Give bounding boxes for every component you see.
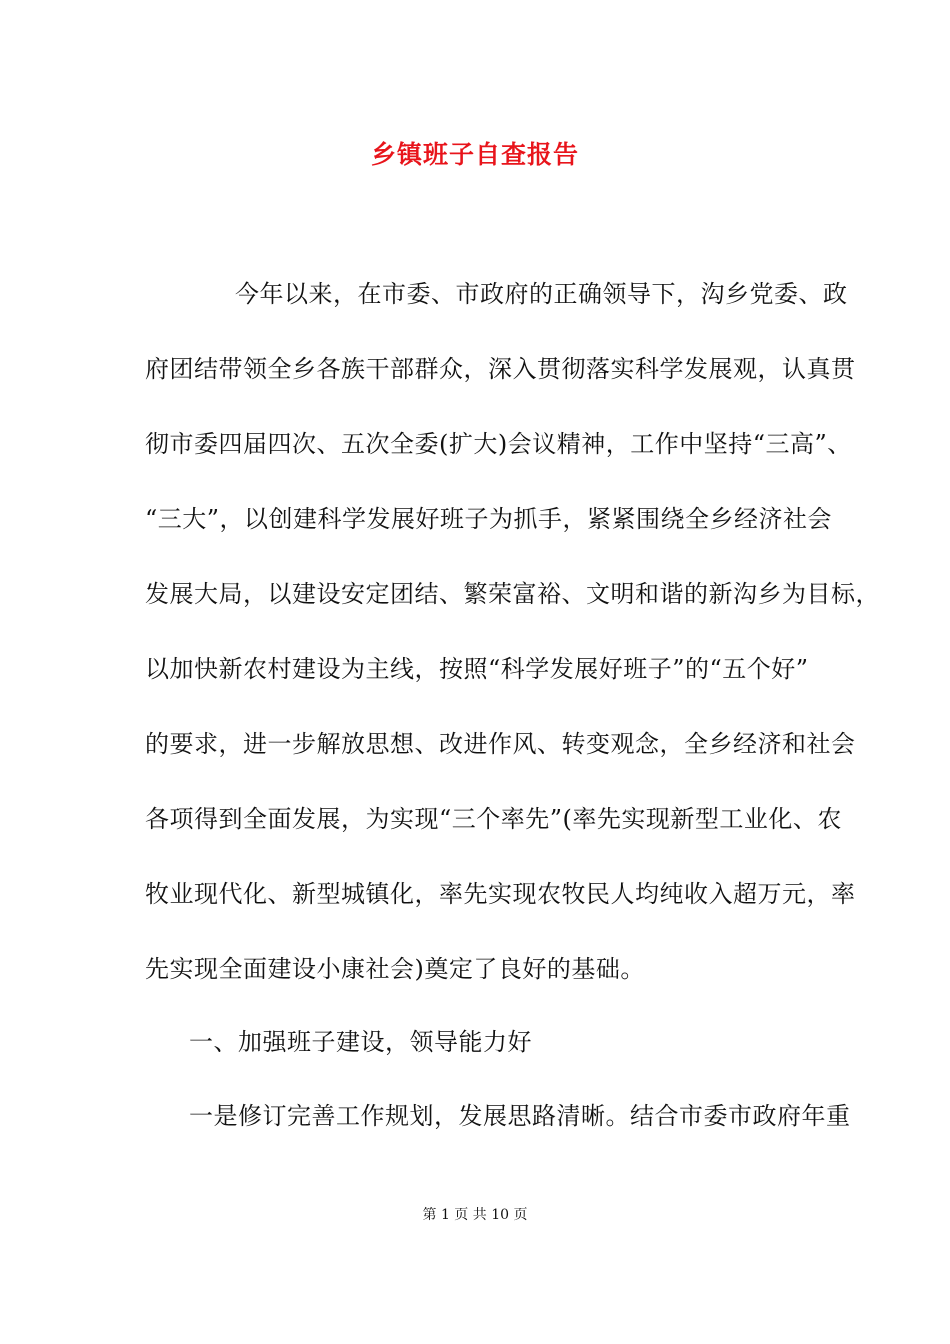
body-line-1: 今年以来，在市委、市政府的正确领导下，沟乡党委、政	[235, 280, 848, 308]
body-line-5: 发展大局，以建设安定团结、繁荣富裕、文明和谐的新沟乡为目标，	[145, 580, 880, 608]
document-title: 乡镇班子自查报告	[370, 140, 579, 169]
body-line-3: 彻市委四届四次、五次全委(扩大)会议精神，工作中坚持“三高”、	[145, 430, 852, 458]
section-heading: 一、加强班子建设，领导能力好	[189, 1028, 532, 1056]
body-line-2: 府团结带领全乡各族干部群众，深入贯彻落实科学发展观，认真贯	[145, 355, 856, 383]
body-line-4: “三大”，以创建科学发展好班子为抓手，紧紧围绕全乡经济社会	[145, 505, 833, 533]
body-line-9: 牧业现代化、新型城镇化，率先实现农牧民人均纯收入超万元，率	[145, 880, 856, 908]
page-footer: 第 1 页 共 10 页	[422, 1207, 528, 1223]
body-line-10: 先实现全面建设小康社会)奠定了良好的基础。	[145, 955, 645, 983]
body-line-12: 一是修订完善工作规划，发展思路清晰。结合市委市政府年重	[189, 1102, 851, 1130]
body-line-8: 各项得到全面发展，为实现“三个率先”(率先实现新型工业化、农	[145, 805, 842, 833]
body-line-7: 的要求，进一步解放思想、改进作风、转变观念，全乡经济和社会	[145, 730, 856, 758]
body-line-6: 以加快新农村建设为主线，按照“科学发展好班子”的“五个好”	[145, 655, 809, 683]
